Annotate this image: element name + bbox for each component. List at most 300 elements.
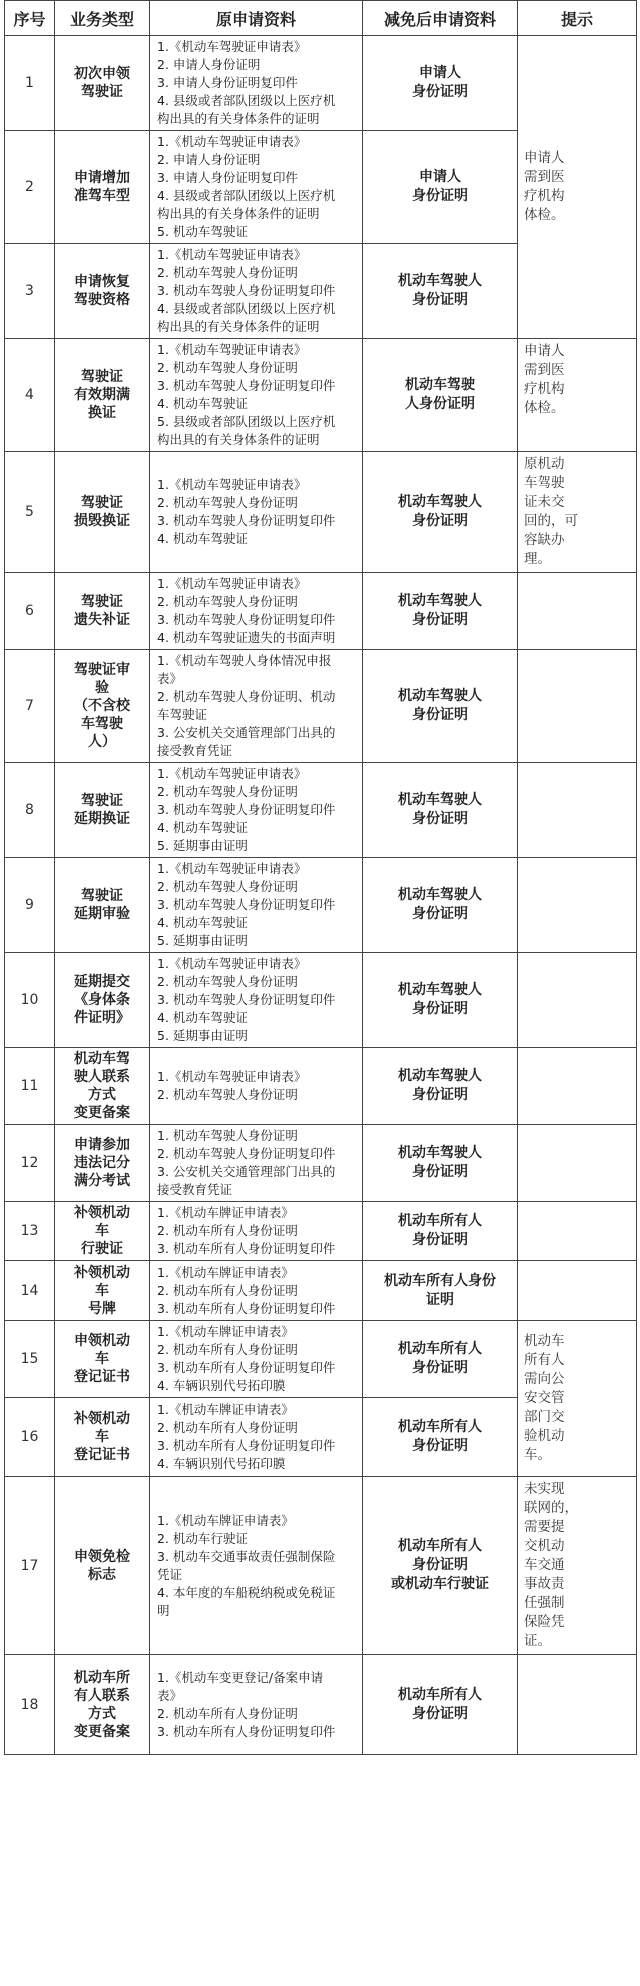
original-material-line: 1.《机动车驾驶证申请表》 bbox=[157, 861, 307, 876]
tip-line: 车驾驶 bbox=[524, 475, 565, 491]
original-materials-cell bbox=[150, 1202, 363, 1261]
original-material-line: 4. 车辆识别代号拓印膜 bbox=[157, 1456, 286, 1471]
business-type-line: 驶人联系 bbox=[74, 1069, 130, 1085]
business-type-line: 申请增加 bbox=[74, 170, 130, 186]
reduced-material-line: 机动车所有人 bbox=[398, 1419, 482, 1435]
original-materials-cell bbox=[150, 858, 363, 953]
tip-line: 体检。 bbox=[524, 207, 565, 223]
reduced-materials-cell bbox=[363, 1398, 518, 1477]
business-type-line: 遗失补证 bbox=[74, 612, 130, 628]
business-type-line: 变更备案 bbox=[74, 1723, 130, 1740]
original-materials-cell bbox=[150, 1321, 363, 1398]
business-type-line: 标志 bbox=[88, 1566, 116, 1583]
tip-cell bbox=[518, 452, 637, 573]
original-material-line: 5. 延期事由证明 bbox=[157, 933, 248, 948]
original-material-line: 3. 公安机关交通管理部门出具的 bbox=[157, 1164, 336, 1179]
original-material-line: 2. 机动车所有人身份证明 bbox=[157, 1342, 298, 1357]
requirements-table bbox=[4, 0, 637, 1755]
original-material-line: 2. 机动车行驶证 bbox=[157, 1530, 248, 1546]
reduced-material-line: 申请人 bbox=[419, 169, 461, 185]
business-type-cell bbox=[55, 1202, 150, 1261]
original-material-line: 1.《机动车牌证申请表》 bbox=[157, 1264, 294, 1280]
tip-line: 证。 bbox=[524, 1633, 551, 1649]
original-material-line: 1.《机动车驾驶证申请表》 bbox=[157, 342, 307, 357]
row-number: 1 bbox=[5, 36, 55, 131]
original-material-line: 5. 延期事由证明 bbox=[157, 1028, 248, 1043]
reduced-materials-cell bbox=[363, 339, 518, 452]
row-number: 12 bbox=[5, 1125, 55, 1202]
business-type-line: 件证明》 bbox=[74, 1010, 130, 1026]
original-materials-cell bbox=[150, 339, 363, 452]
reduced-material-line: 或机动车行驶证 bbox=[391, 1576, 489, 1592]
business-type-line: 号牌 bbox=[88, 1300, 116, 1317]
business-type-line: 延期审验 bbox=[74, 906, 130, 922]
header-original-materials: 原申请资料 bbox=[150, 1, 363, 36]
original-material-line: 4. 机动车驾驶证 bbox=[157, 915, 248, 930]
reduced-material-line: 机动车驾驶人 bbox=[398, 688, 482, 704]
business-type-line: 机动车所 bbox=[74, 1669, 130, 1686]
business-type-line: 行驶证 bbox=[81, 1241, 123, 1257]
business-type-cell bbox=[55, 1477, 150, 1655]
tip-cell-empty bbox=[518, 763, 637, 858]
tip-line: 需要提 bbox=[524, 1519, 565, 1535]
reduced-material-line: 身份证明 bbox=[412, 906, 468, 922]
reduced-material-line: 身份证明 bbox=[412, 1557, 468, 1573]
original-material-line: 3. 机动车驾驶人身份证明复印件 bbox=[157, 513, 336, 528]
reduced-materials-cell bbox=[363, 650, 518, 763]
original-materials-cell bbox=[150, 953, 363, 1048]
reduced-materials-cell bbox=[363, 953, 518, 1048]
reduced-materials-cell bbox=[363, 1125, 518, 1202]
business-type-cell bbox=[55, 1398, 150, 1477]
tip-cell-empty bbox=[518, 1202, 637, 1261]
reduced-material-line: 机动车所有人 bbox=[398, 1686, 482, 1703]
original-material-line: 1.《机动车驾驶人身体情况申报 bbox=[157, 653, 332, 668]
original-material-line: 2. 机动车所有人身份证明 bbox=[157, 1705, 298, 1721]
business-type-line: 车 bbox=[95, 1282, 109, 1299]
table-row bbox=[5, 1048, 637, 1125]
original-material-line: 4. 县级或者部队团级以上医疗机 bbox=[157, 93, 336, 108]
row-number: 7 bbox=[5, 650, 55, 763]
business-type-line: 损毁换证 bbox=[74, 513, 130, 529]
original-material-line: 3. 机动车驾驶人身份证明复印件 bbox=[157, 992, 336, 1007]
row-number: 5 bbox=[5, 452, 55, 573]
tip-cell bbox=[518, 1321, 637, 1477]
business-type-cell bbox=[55, 452, 150, 573]
business-type-cell bbox=[55, 1125, 150, 1202]
original-material-line: 1.《机动车驾驶证申请表》 bbox=[157, 134, 307, 149]
table-row bbox=[5, 1202, 637, 1261]
reduced-materials-cell bbox=[363, 1261, 518, 1321]
tip-line: 容缺办 bbox=[524, 532, 565, 548]
original-material-line: 3. 申请人身份证明复印件 bbox=[157, 75, 298, 90]
original-material-line: 5. 县级或者部队团级以上医疗机 bbox=[157, 414, 336, 429]
business-type-line: 登记证书 bbox=[74, 1369, 130, 1385]
original-material-line: 构出具的有关身体条件的证明 bbox=[157, 206, 320, 221]
row-number: 4 bbox=[5, 339, 55, 452]
business-type-cell bbox=[55, 573, 150, 650]
business-type-line: 申领免检 bbox=[74, 1548, 130, 1565]
original-material-line: 接受教育凭证 bbox=[157, 743, 233, 758]
business-type-line: 车 bbox=[95, 1351, 109, 1367]
original-material-line: 3. 公安机关交通管理部门出具的 bbox=[157, 725, 336, 740]
original-material-line: 2. 机动车驾驶人身份证明 bbox=[157, 879, 298, 894]
reduced-material-line: 身份证明 bbox=[412, 1001, 468, 1017]
business-type-cell bbox=[55, 339, 150, 452]
original-material-line: 3. 申请人身份证明复印件 bbox=[157, 170, 298, 185]
original-material-line: 3. 机动车所有人身份证明复印件 bbox=[157, 1438, 336, 1453]
table-row bbox=[5, 1321, 637, 1398]
original-material-line: 3. 机动车驾驶人身份证明复印件 bbox=[157, 283, 336, 298]
reduced-materials-cell bbox=[363, 858, 518, 953]
tip-line: 申请人 bbox=[524, 150, 565, 166]
reduced-material-line: 身份证明 bbox=[412, 1438, 468, 1454]
original-material-line: 表》 bbox=[157, 1687, 183, 1703]
tip-cell-empty bbox=[518, 1125, 637, 1202]
original-material-line: 4. 机动车驾驶证 bbox=[157, 396, 248, 411]
original-materials-cell bbox=[150, 1398, 363, 1477]
business-type-line: 机动车驾 bbox=[74, 1051, 130, 1067]
reduced-material-line: 机动车驾驶人 bbox=[398, 593, 482, 609]
business-type-line: 申领机动 bbox=[74, 1333, 130, 1349]
table-body bbox=[5, 36, 637, 1755]
tip-line: 需到医 bbox=[524, 169, 565, 185]
reduced-material-line: 机动车驾驶人 bbox=[398, 982, 482, 998]
business-type-line: 方式 bbox=[88, 1705, 116, 1722]
original-material-line: 3. 机动车所有人身份证明复印件 bbox=[157, 1723, 336, 1739]
original-material-line: 车驾驶证 bbox=[157, 707, 208, 722]
business-type-line: 车 bbox=[95, 1429, 109, 1445]
original-material-line: 构出具的有关身体条件的证明 bbox=[157, 111, 320, 126]
row-number: 8 bbox=[5, 763, 55, 858]
original-materials-cell bbox=[150, 131, 363, 244]
original-materials-cell bbox=[150, 1655, 363, 1755]
tip-cell-empty bbox=[518, 953, 637, 1048]
tip-line: 回的，可 bbox=[524, 513, 578, 529]
tip-line: 任强制 bbox=[524, 1595, 565, 1611]
table-row bbox=[5, 858, 637, 953]
business-type-cell bbox=[55, 1048, 150, 1125]
row-number: 9 bbox=[5, 858, 55, 953]
reduced-materials-cell bbox=[363, 244, 518, 339]
tip-line: 车。 bbox=[524, 1447, 551, 1463]
business-type-line: 延期换证 bbox=[74, 811, 130, 827]
tip-line: 疗机构 bbox=[524, 188, 565, 204]
original-material-line: 4. 车辆识别代号拓印膜 bbox=[157, 1378, 286, 1393]
reduced-materials-cell bbox=[363, 36, 518, 131]
table-row bbox=[5, 573, 637, 650]
original-material-line: 3. 机动车所有人身份证明复印件 bbox=[157, 1360, 336, 1375]
original-material-line: 3. 机动车驾驶人身份证明复印件 bbox=[157, 612, 336, 627]
reduced-material-line: 机动车所有人 bbox=[398, 1213, 482, 1229]
original-materials-cell bbox=[150, 763, 363, 858]
reduced-material-line: 机动车驾驶人 bbox=[398, 887, 482, 903]
original-material-line: 2. 机动车驾驶人身份证明 bbox=[157, 784, 298, 799]
original-material-line: 5. 机动车驾驶证 bbox=[157, 224, 248, 239]
business-type-line: （不含校 bbox=[74, 698, 130, 714]
reduced-material-line: 机动车驾驶人 bbox=[398, 1068, 482, 1084]
original-material-line: 2. 申请人身份证明 bbox=[157, 57, 261, 72]
original-material-line: 4. 机动车驾驶证遗失的书面声明 bbox=[157, 630, 336, 645]
tip-cell-empty bbox=[518, 1655, 637, 1755]
tip-line: 部门交 bbox=[524, 1409, 565, 1425]
business-type-line: 登记证书 bbox=[74, 1447, 130, 1463]
reduced-material-line: 身份证明 bbox=[412, 292, 468, 308]
business-type-line: 车驾驶 bbox=[81, 716, 123, 732]
reduced-material-line: 机动车驾驶 bbox=[405, 377, 475, 393]
tip-cell-empty bbox=[518, 858, 637, 953]
original-material-line: 1.《机动车牌证申请表》 bbox=[157, 1512, 294, 1528]
business-type-line: 驾驶证 bbox=[81, 793, 123, 809]
original-material-line: 3. 机动车驾驶人身份证明复印件 bbox=[157, 802, 336, 817]
business-type-line: 驾驶证 bbox=[81, 369, 123, 385]
reduced-material-line: 身份证明 bbox=[412, 84, 468, 100]
tip-line: 事故责 bbox=[524, 1576, 565, 1592]
tip-line: 理。 bbox=[524, 551, 551, 567]
business-type-line: 准驾车型 bbox=[74, 188, 130, 204]
table-row bbox=[5, 650, 637, 763]
original-material-line: 2. 机动车驾驶人身份证明 bbox=[157, 1087, 298, 1102]
original-materials-cell bbox=[150, 1477, 363, 1655]
original-material-line: 2. 机动车所有人身份证明 bbox=[157, 1420, 298, 1435]
table-row bbox=[5, 1261, 637, 1321]
tip-line: 交机动 bbox=[524, 1538, 565, 1554]
business-type-line: 驾驶证 bbox=[81, 888, 123, 904]
business-type-line: 有效期满 bbox=[74, 387, 130, 403]
tip-line: 证未交 bbox=[524, 494, 565, 510]
business-type-cell bbox=[55, 650, 150, 763]
business-type-cell bbox=[55, 36, 150, 131]
tip-line: 未实现 bbox=[524, 1481, 565, 1497]
business-type-line: 人） bbox=[88, 734, 116, 750]
reduced-materials-cell bbox=[363, 763, 518, 858]
original-material-line: 1.《机动车驾驶证申请表》 bbox=[157, 247, 307, 262]
reduced-material-line: 身份证明 bbox=[412, 188, 468, 204]
reduced-material-line: 身份证明 bbox=[412, 1705, 468, 1722]
tip-line: 需向公 bbox=[524, 1371, 565, 1387]
original-material-line: 明 bbox=[157, 1602, 170, 1618]
tip-cell-empty bbox=[518, 1261, 637, 1321]
table-header-row bbox=[5, 1, 637, 36]
table-row bbox=[5, 1125, 637, 1202]
original-material-line: 构出具的有关身体条件的证明 bbox=[157, 432, 320, 447]
reduced-material-line: 申请人 bbox=[419, 65, 461, 81]
reduced-materials-cell bbox=[363, 131, 518, 244]
tip-line: 安交管 bbox=[524, 1390, 565, 1406]
tip-line: 保险凭 bbox=[524, 1614, 565, 1630]
table-row bbox=[5, 339, 637, 452]
original-material-line: 2. 机动车所有人身份证明 bbox=[157, 1223, 298, 1238]
original-material-line: 3. 机动车所有人身份证明复印件 bbox=[157, 1300, 336, 1316]
tip-cell bbox=[518, 339, 637, 452]
tip-line: 体检。 bbox=[524, 400, 565, 416]
original-material-line: 1.《机动车驾驶证申请表》 bbox=[157, 766, 307, 781]
row-number: 11 bbox=[5, 1048, 55, 1125]
header-business-type: 业务类型 bbox=[55, 1, 150, 36]
row-number: 13 bbox=[5, 1202, 55, 1261]
business-type-line: 驾驶证 bbox=[81, 495, 123, 511]
original-material-line: 2. 机动车驾驶人身份证明 bbox=[157, 594, 298, 609]
business-type-cell bbox=[55, 1261, 150, 1321]
business-type-line: 驾驶证 bbox=[81, 84, 123, 100]
original-materials-cell bbox=[150, 1125, 363, 1202]
original-material-line: 3. 机动车交通事故责任强制保险 bbox=[157, 1548, 336, 1564]
reduced-materials-cell bbox=[363, 452, 518, 573]
header-tips: 提示 bbox=[518, 1, 637, 36]
reduced-materials-cell bbox=[363, 1477, 518, 1655]
row-number: 14 bbox=[5, 1261, 55, 1321]
reduced-material-line: 身份证明 bbox=[412, 612, 468, 628]
original-material-line: 1.《机动车牌证申请表》 bbox=[157, 1205, 294, 1220]
table-row bbox=[5, 763, 637, 858]
original-materials-cell bbox=[150, 573, 363, 650]
reduced-material-line: 身份证明 bbox=[412, 1232, 468, 1248]
reduced-materials-cell bbox=[363, 573, 518, 650]
row-number: 2 bbox=[5, 131, 55, 244]
original-material-line: 4. 县级或者部队团级以上医疗机 bbox=[157, 301, 336, 316]
original-materials-cell bbox=[150, 1048, 363, 1125]
business-type-line: 补领机动 bbox=[74, 1411, 130, 1427]
table-row bbox=[5, 1477, 637, 1655]
tip-line: 联网的， bbox=[524, 1500, 578, 1516]
business-type-line: 方式 bbox=[88, 1087, 116, 1103]
tip-line: 需到医 bbox=[524, 362, 565, 378]
header-seq: 序号 bbox=[5, 1, 55, 36]
document-table-wrapper bbox=[4, 0, 636, 1755]
original-material-line: 表》 bbox=[157, 671, 183, 686]
business-type-cell bbox=[55, 763, 150, 858]
header-reduced-materials: 减免后申请资料 bbox=[363, 1, 518, 36]
original-material-line: 2. 申请人身份证明 bbox=[157, 152, 261, 167]
tip-line: 验机动 bbox=[524, 1428, 565, 1444]
reduced-material-line: 身份证明 bbox=[412, 1164, 468, 1180]
business-type-line: 延期提交 bbox=[74, 974, 130, 990]
business-type-cell bbox=[55, 1655, 150, 1755]
business-type-line: 满分考试 bbox=[74, 1173, 130, 1189]
business-type-line: 有人联系 bbox=[74, 1687, 130, 1704]
original-materials-cell bbox=[150, 1261, 363, 1321]
tip-cell bbox=[518, 1477, 637, 1655]
row-number: 17 bbox=[5, 1477, 55, 1655]
original-material-line: 1. 机动车驾驶人身份证明 bbox=[157, 1128, 298, 1143]
original-materials-cell bbox=[150, 452, 363, 573]
business-type-line: 换证 bbox=[88, 405, 116, 421]
original-material-line: 4. 县级或者部队团级以上医疗机 bbox=[157, 188, 336, 203]
reduced-material-line: 机动车所有人 bbox=[398, 1341, 482, 1357]
reduced-material-line: 机动车所有人 bbox=[398, 1538, 482, 1554]
original-material-line: 2. 机动车驾驶人身份证明 bbox=[157, 265, 298, 280]
tip-line: 机动车 bbox=[524, 1333, 565, 1349]
original-material-line: 构出具的有关身体条件的证明 bbox=[157, 319, 320, 334]
business-type-line: 验 bbox=[95, 680, 109, 696]
reduced-material-line: 身份证明 bbox=[412, 1087, 468, 1103]
business-type-line: 违法记分 bbox=[74, 1155, 130, 1171]
business-type-line: 车 bbox=[95, 1223, 109, 1239]
tip-line: 申请人 bbox=[524, 343, 565, 359]
row-number: 6 bbox=[5, 573, 55, 650]
original-material-line: 2. 机动车驾驶人身份证明 bbox=[157, 360, 298, 375]
reduced-material-line: 人身份证明 bbox=[405, 396, 475, 412]
business-type-cell bbox=[55, 1321, 150, 1398]
original-material-line: 2. 机动车驾驶人身份证明复印件 bbox=[157, 1146, 336, 1161]
business-type-line: 驾驶资格 bbox=[74, 292, 130, 308]
table-row bbox=[5, 452, 637, 573]
tip-cell bbox=[518, 36, 637, 339]
table-row bbox=[5, 953, 637, 1048]
original-material-line: 1.《机动车牌证申请表》 bbox=[157, 1402, 294, 1417]
original-material-line: 接受教育凭证 bbox=[157, 1182, 233, 1197]
reduced-material-line: 身份证明 bbox=[412, 513, 468, 529]
business-type-cell bbox=[55, 858, 150, 953]
business-type-cell bbox=[55, 953, 150, 1048]
business-type-line: 初次申领 bbox=[74, 66, 130, 82]
original-material-line: 1.《机动车驾驶证申请表》 bbox=[157, 956, 307, 971]
reduced-material-line: 机动车驾驶人 bbox=[398, 273, 482, 289]
tip-line: 疗机构 bbox=[524, 381, 565, 397]
table-row bbox=[5, 1655, 637, 1755]
row-number: 3 bbox=[5, 244, 55, 339]
tip-line: 原机动 bbox=[524, 456, 565, 472]
original-material-line: 3. 机动车驾驶人身份证明复印件 bbox=[157, 378, 336, 393]
table-row bbox=[5, 36, 637, 131]
original-material-line: 4. 机动车驾驶证 bbox=[157, 1010, 248, 1025]
original-materials-cell bbox=[150, 650, 363, 763]
reduced-material-line: 证明 bbox=[426, 1291, 454, 1308]
original-material-line: 1.《机动车驾驶证申请表》 bbox=[157, 477, 307, 492]
business-type-cell bbox=[55, 244, 150, 339]
reduced-materials-cell bbox=[363, 1048, 518, 1125]
reduced-material-line: 身份证明 bbox=[412, 707, 468, 723]
business-type-line: 申请参加 bbox=[74, 1137, 130, 1153]
original-materials-cell bbox=[150, 244, 363, 339]
original-material-line: 2. 机动车驾驶人身份证明、机动 bbox=[157, 689, 336, 704]
business-type-line: 变更备案 bbox=[74, 1105, 130, 1121]
original-material-line: 4. 机动车驾驶证 bbox=[157, 531, 248, 546]
original-material-line: 4. 机动车驾驶证 bbox=[157, 820, 248, 835]
original-material-line: 2. 机动车驾驶人身份证明 bbox=[157, 495, 298, 510]
original-material-line: 凭证 bbox=[157, 1566, 183, 1582]
business-type-line: 补领机动 bbox=[74, 1205, 130, 1221]
reduced-material-line: 机动车驾驶人 bbox=[398, 792, 482, 808]
business-type-line: 申请恢复 bbox=[74, 274, 130, 290]
reduced-material-line: 机动车驾驶人 bbox=[398, 494, 482, 510]
tip-cell-empty bbox=[518, 650, 637, 763]
original-material-line: 4. 本年度的车船税纳税或免税证 bbox=[157, 1584, 336, 1600]
tip-line: 车交通 bbox=[524, 1557, 565, 1573]
reduced-material-line: 身份证明 bbox=[412, 811, 468, 827]
original-material-line: 5. 延期事由证明 bbox=[157, 838, 248, 853]
business-type-line: 补领机动 bbox=[74, 1264, 130, 1281]
business-type-line: 驾驶证 bbox=[81, 594, 123, 610]
row-number: 15 bbox=[5, 1321, 55, 1398]
original-material-line: 2. 机动车所有人身份证明 bbox=[157, 1282, 298, 1298]
original-material-line: 1.《机动车驾驶证申请表》 bbox=[157, 576, 307, 591]
reduced-material-line: 机动车所有人身份 bbox=[384, 1272, 496, 1289]
original-material-line: 1.《机动车驾驶证申请表》 bbox=[157, 39, 307, 54]
tip-cell-empty bbox=[518, 573, 637, 650]
reduced-materials-cell bbox=[363, 1655, 518, 1755]
tip-cell-empty bbox=[518, 1048, 637, 1125]
tip-line: 所有人 bbox=[524, 1352, 565, 1368]
row-number: 16 bbox=[5, 1398, 55, 1477]
original-material-line: 1.《机动车驾驶证申请表》 bbox=[157, 1069, 307, 1084]
business-type-line: 驾驶证审 bbox=[74, 662, 130, 678]
business-type-line: 《身体条 bbox=[74, 992, 130, 1008]
row-number: 10 bbox=[5, 953, 55, 1048]
original-material-line: 1.《机动车变更登记/备案申请 bbox=[157, 1669, 324, 1685]
reduced-materials-cell bbox=[363, 1202, 518, 1261]
business-type-cell bbox=[55, 131, 150, 244]
